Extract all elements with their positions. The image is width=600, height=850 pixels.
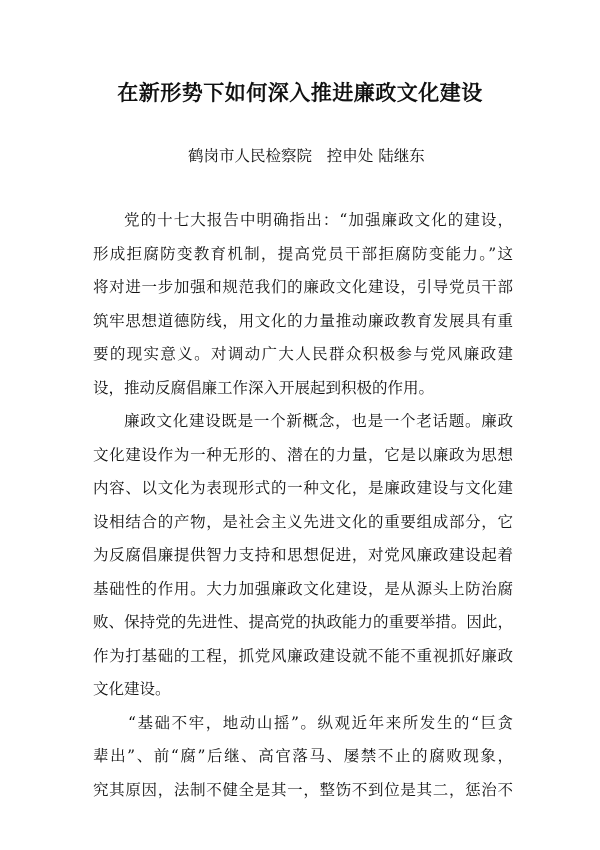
paragraph-2-line-4: 设相结合的产物，是社会主义先进文化的重要组成部分，它 <box>93 513 513 531</box>
document-title: 在新形势下如何深入推进廉政文化建设 <box>117 81 483 105</box>
paragraph-2-line-9: 文化建设。 <box>93 680 171 698</box>
paragraph-1-line-4: 筑牢思想道德防线，用文化的力量推动廉政教育发展具有重 <box>93 312 513 330</box>
paragraph-1-line-1: 党的十七大报告中明确指出：“加强廉政文化的建设， <box>124 211 513 229</box>
paragraph-2-line-8: 作为打基础的工程，抓党风廉政建设就不能不重视抓好廉政 <box>93 647 513 665</box>
paragraph-3-line-2: 辈出”、前“腐”后继、高官落马、屡禁不止的腐败现象， <box>93 747 513 765</box>
paragraph-2-line-1: 廉政文化建设既是一个新概念，也是一个老话题。廉政 <box>124 412 513 430</box>
paragraph-1-line-5: 要的现实意义。对调动广大人民群众积极参与党风廉政建 <box>93 345 513 363</box>
paragraph-2-line-2: 文化建设作为一种无形的、潜在的力量，它是以廉政为思想 <box>93 446 513 464</box>
paragraph-2-line-3: 内容、以文化为表现形式的一种文化，是廉政建设与文化建 <box>93 479 513 497</box>
paragraph-2-line-5: 为反腐倡廉提供智力支持和思想促进，对党风廉政建设起着 <box>93 546 513 564</box>
paragraph-3-line-3: 究其原因，法制不健全是其一，整饬不到位是其二，惩治不 <box>93 781 513 799</box>
paragraph-2-line-7: 败、保持党的先进性、提高党的执政能力的重要举措。因此， <box>93 613 513 631</box>
paragraph-1-line-2: 形成拒腐防变教育机制，提高党员干部拒腐防变能力。”这 <box>93 245 513 263</box>
paragraph-2-line-6: 基础性的作用。大力加强廉政文化建设，是从源头上防治腐 <box>93 580 513 598</box>
author-byline: 鹤岗市人民检察院 控申处 陆继东 <box>188 147 425 165</box>
paragraph-1-line-3: 将对进一步加强和规范我们的廉政文化建设，引导党员干部 <box>93 278 513 296</box>
paragraph-1-line-6: 设，推动反腐倡廉工作深入开展起到积极的作用。 <box>93 379 435 397</box>
paragraph-3-line-1: “基础不牢，地动山摇”。纵观近年来所发生的“巨贪 <box>128 714 513 732</box>
